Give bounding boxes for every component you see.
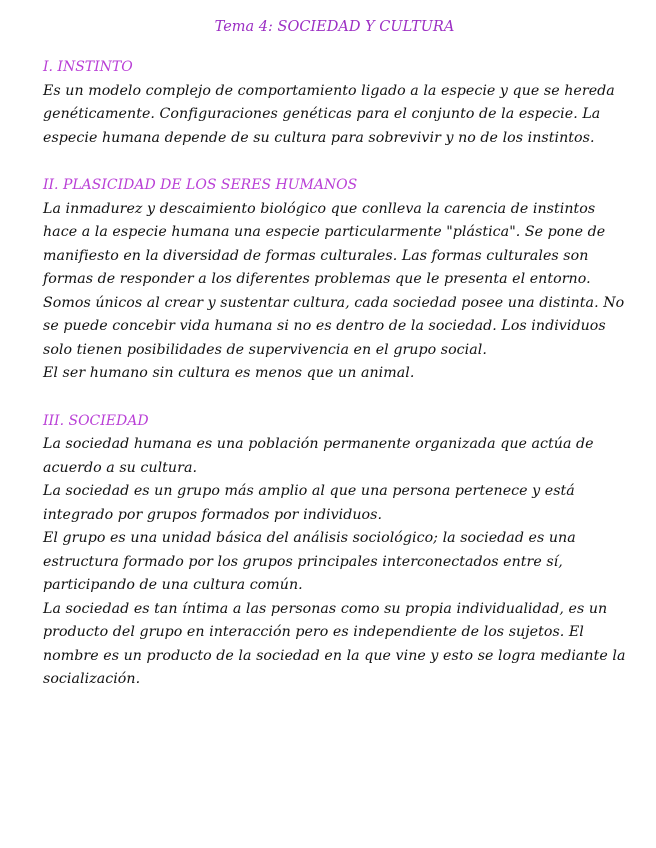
document-title: Tema 4: SOCIEDAD Y CULTURA (214, 19, 455, 35)
paragraph: La sociedad humana es una población permanente organizada que actúa de acuerdo a su cultura. (43, 436, 594, 476)
section-instinto (43, 56, 626, 150)
paragraph: La inmadurez y descaimiento biológico que conlleva la carencia de instintos hace a la especie humana una especie particularmente "plástica". Se pone de manifiesto en la diversidad de formas culturales. Las formas culturales son formas de responder a los diferentes problemas que le presenta el entorno. (43, 200, 606, 287)
section-sociedad (43, 410, 626, 692)
section-heading: II. PLASICIDAD DE LOS SERES HUMANOS (43, 177, 358, 193)
paragraph: Es un modelo complejo de comportamiento ligado a la especie y que se hereda genéticamente. Configuraciones genéticas para el conjunto de la especie. La especie humana depende de su cultura para sobrevivir y no de los instintos. (43, 82, 615, 146)
section-heading: I. INSTINTO (43, 59, 133, 75)
paragraph: Somos únicos al crear y sustentar cultura, cada sociedad posee una distinta. No se puede concebir vida humana si no es dentro de la sociedad. Los individuos solo tienen posibilidades de supervivencia en el grupo social. (43, 294, 625, 358)
paragraph: El grupo es una unidad básica del análisis sociológico; la sociedad es una estructura formado por los grupos principales interconectados entre sí, participando de una cultura común. (43, 530, 576, 593)
paragraph: La sociedad es tan íntima a las personas como su propia individualidad, es un producto del grupo en interacción pero es independiente de los sujetos. El nombre es un producto de la sociedad en la que vine y esto se logra mediante la socialización. (43, 600, 626, 687)
paragraph: La sociedad es un grupo más amplio al que una persona pertenece y está integrado por grupos formados por individuos. (43, 483, 575, 523)
paragraph: El ser humano sin cultura es menos que un animal. (43, 365, 415, 381)
section-heading: III. SOCIEDAD (43, 412, 149, 429)
section-plasticidad (43, 174, 626, 386)
